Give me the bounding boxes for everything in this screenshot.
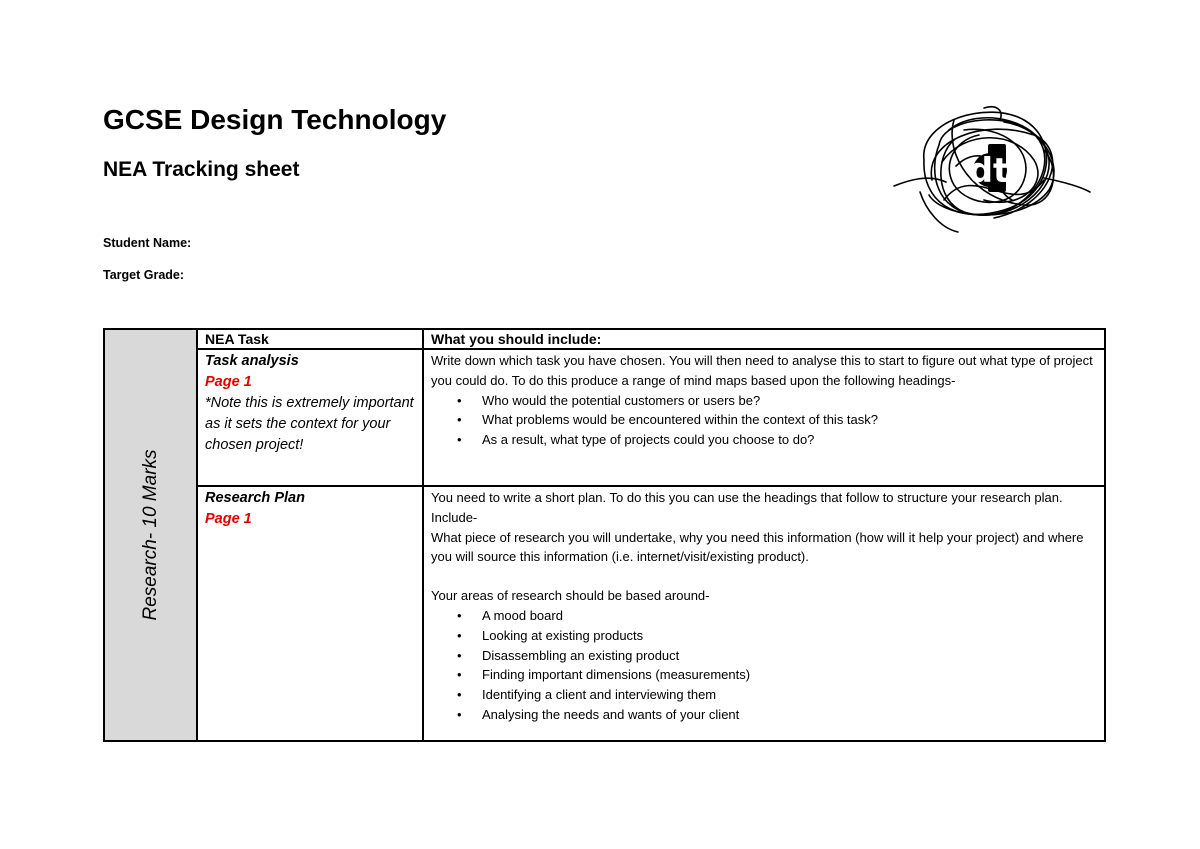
page-reference: Page 1 xyxy=(205,511,252,527)
list-item: • Disassembling an existing product xyxy=(482,646,1097,666)
section-sidebar xyxy=(104,329,197,741)
task-title: Research Plan xyxy=(205,490,305,506)
table-header-row xyxy=(104,329,1105,349)
page-title: GCSE Design Technology xyxy=(103,104,447,135)
bullet-list xyxy=(431,606,1097,725)
include-intro: You need to write a short plan. To do this you can use the headings that follow to structure your research plan. Include- xyxy=(431,490,1063,525)
list-item: • Finding important dimensions (measurements) xyxy=(482,665,1097,685)
list-item: • Looking at existing products xyxy=(482,626,1097,646)
include-cell xyxy=(423,349,1105,486)
task-note: *Note this is extremely important as it sets the context for your chosen project! xyxy=(205,395,414,453)
include-cell xyxy=(423,486,1105,741)
page-reference: Page 1 xyxy=(205,374,252,390)
task-title: Task analysis xyxy=(205,353,299,369)
list-item: • Who would the potential customers or users be? xyxy=(482,391,1097,411)
table-row xyxy=(104,486,1105,741)
dt-logo xyxy=(884,100,1094,235)
col-header-task: NEA Task xyxy=(197,329,423,349)
page-subtitle: NEA Tracking sheet xyxy=(103,158,300,181)
student-name-label: Student Name: xyxy=(103,236,192,250)
target-grade-label: Target Grade: xyxy=(103,268,185,282)
list-item: • Analysing the needs and wants of your client xyxy=(482,705,1097,725)
logo-text: dt xyxy=(968,151,1010,191)
col-header-include: What you should include: xyxy=(423,329,1105,349)
task-cell xyxy=(197,486,423,741)
list-item: • As a result, what type of projects could you choose to do? xyxy=(482,430,1097,450)
nea-tracking-table xyxy=(103,328,1106,742)
paragraph-spacer xyxy=(431,567,1097,586)
bullet-list xyxy=(431,391,1097,450)
task-cell xyxy=(197,349,423,486)
include-areas-intro: Your areas of research should be based around- xyxy=(431,588,710,604)
list-item: • Identifying a client and interviewing them xyxy=(482,685,1097,705)
section-label: Research- 10 Marks xyxy=(139,449,161,621)
include-detail: What piece of research you will undertake, why you need this information (how will it help your project) and where you will source this information (i.e. internet/visit/existing product). xyxy=(431,529,1084,565)
include-intro: Write down which task you have chosen. You will then need to analyse this to start to figure out what type of project you could do. To do this produce a range of mind maps based upon the following headings- xyxy=(431,353,1093,388)
list-item: • A mood board xyxy=(482,606,1097,626)
table-row xyxy=(104,349,1105,486)
list-item: • What problems would be encountered within the context of this task? xyxy=(482,410,1097,430)
